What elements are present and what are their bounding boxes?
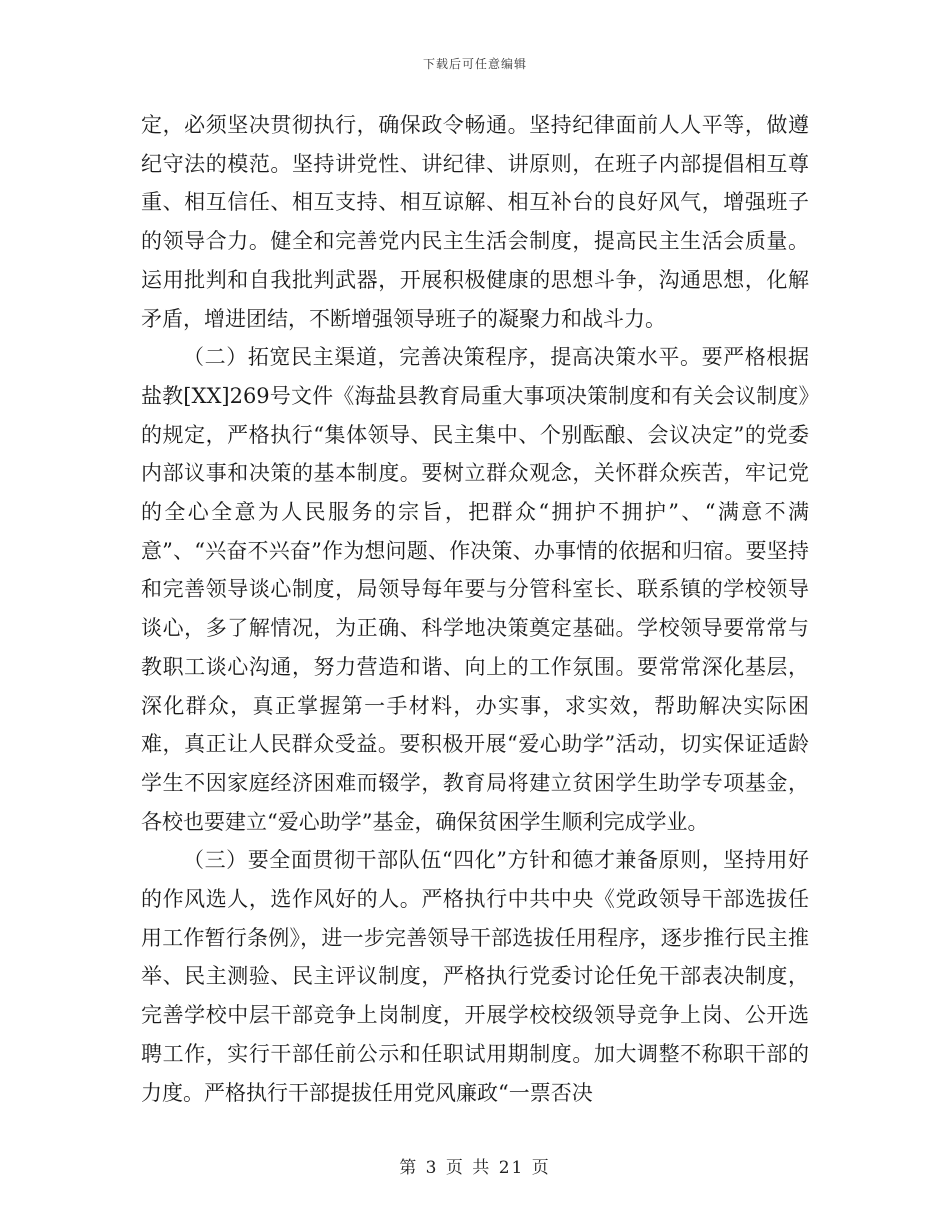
paragraph-section-3: （三）要全面贯彻干部队伍“四化”方针和德才兼备原则，坚持用好的作风选人，选作风好的人。严格执行中共中央《党政领导干部选拔任用工作暂行条例》，进一步完善领导干部选拔任用程序，逐步推行民主推举、民主测验、民主评议制度，严格执行党委讨论任免干部表决制度，完善学校中层干部竞争上岗制度，开展学校校级领导竞争上岗、公开选聘工作，实行干部任前公示和任职试用期制度。加大调整不称职干部的力度。严格执行干部提拔任用党风廉政“一票否决 bbox=[141, 848, 809, 1105]
document-body bbox=[141, 106, 809, 1112]
paragraph-section-2: （二）拓宽民主渠道，完善决策程序，提高决策水平。要严格根据盐教[XX]269号文件《海盐县教育局重大事项决策制度和有关会议制度》的规定，严格执行“集体领导、民主集中、个别酝酿、会议决定”的党委内部议事和决策的基本制度。要树立群众观念，关怀群众疾苦，牢记党的全心全意为人民服务的宗旨，把群众“拥护不拥护”、“满意不满意”、“兴奋不兴奋”作为想问题、作决策、办事情的依据和归宿。要坚持和完善领导谈心制度，局领导每年要与分管科室长、联系镇的学校领导谈心，多了解情况，为正确、科学地决策奠定基础。学校领导要常常与教职工谈心沟通，努力营造和谐、向上的工作氛围。要常常深化基层，深化群众，真正掌握第一手材料，办实事，求实效，帮助解决实际困难，真正让人民群众受益。要积极开展“爱心助学”活动，切实保证适龄学生不因家庭经济困难而辍学，教育局将建立贫困学生助学专项基金，各校也要建立“爱心助学”基金，确保贫困学生顺利完成学业。 bbox=[141, 345, 809, 834]
page-header: 下载后可任意编辑 bbox=[422, 57, 527, 71]
page-number: 第 3 页 共 21 页 bbox=[399, 1158, 551, 1178]
paragraph-continuation: 定，必须坚决贯彻执行，确保政令畅通。坚持纪律面前人人平等，做遵纪守法的模范。坚持讲党性、讲纪律、讲原则，在班子内部提倡相互尊重、相互信任、相互支持、相互谅解、相互补台的良好风气，增强班子的领导合力。健全和完善党内民主生活会制度，提高民主生活会质量。运用批判和自我批判武器，开展积极健康的思想斗争，沟通思想，化解矛盾，增进团结，不断增强领导班子的凝聚力和战斗力。 bbox=[141, 113, 809, 331]
